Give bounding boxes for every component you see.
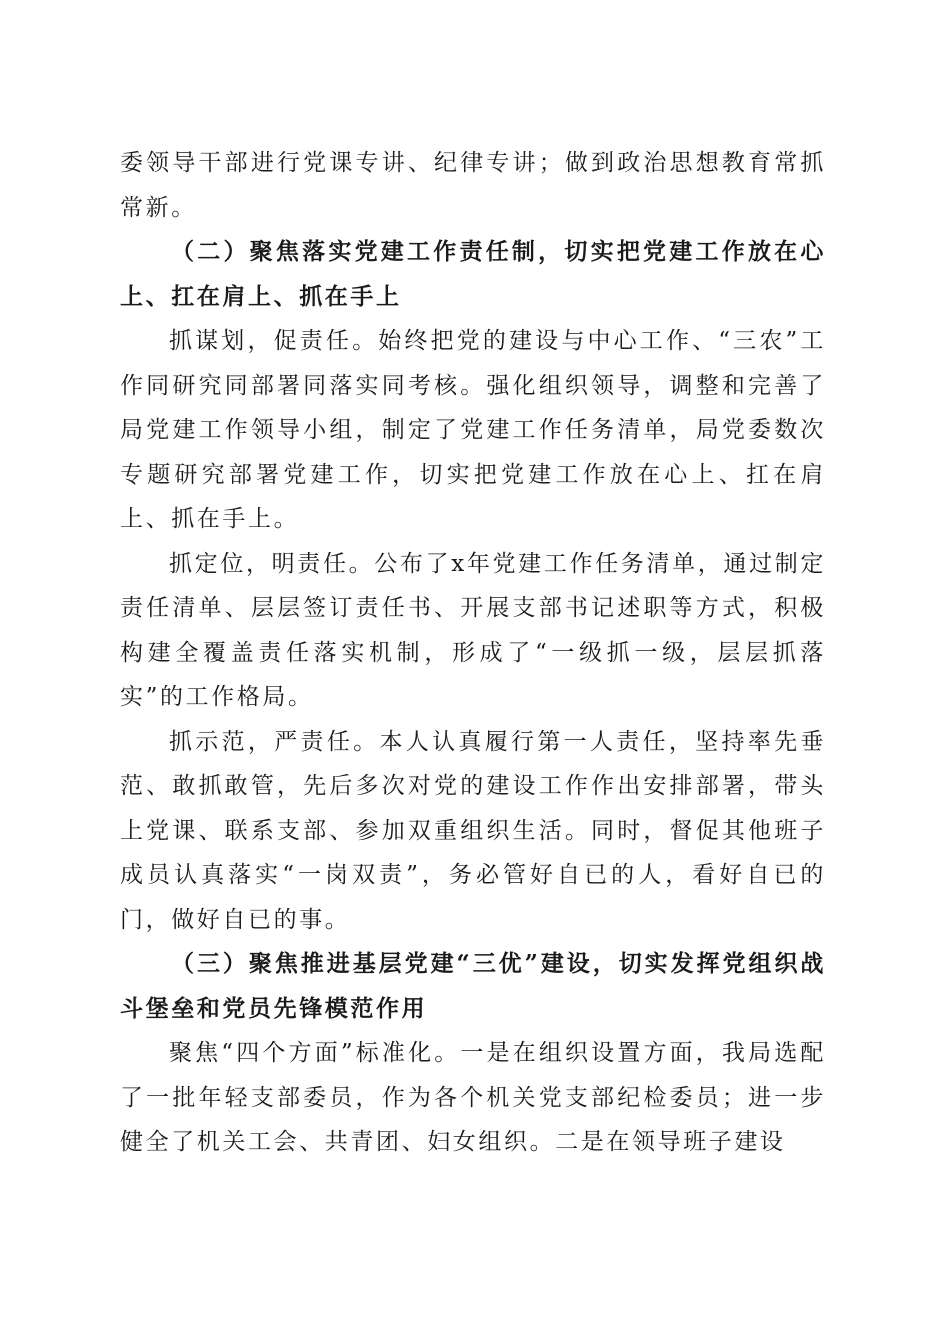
body-paragraph: 抓定位，明责任。公布了x年党建工作任务清单，通过制定责任清单、层层签订责任书、开展支部书记述职等方式，积极构建全覆盖责任落实机制，形成了“一级抓一级，层层抓落实”的工作格局。 <box>120 550 826 710</box>
body-paragraph: 抓谋划，促责任。始终把党的建设与中心工作、“三农”工作同研究同部署同落实同考核。强化组织领导，调整和完善了局党建工作领导小组，制定了党建工作任务清单，局党委数次专题研究部署党建工作，切实把党建工作放在心上、扛在肩上、抓在手上。 <box>120 328 826 532</box>
document-body <box>120 141 826 1165</box>
body-paragraph: 抓示范，严责任。本人认真履行第一人责任，坚持率先垂范、敢抓敢管，先后多次对党的建设工作作出安排部署，带头上党课、联系支部、参加双重组织生活。同时，督促其他班子成员认真落实“一岗双责”，务必管好自已的人，看好自已的门，做好自已的事。 <box>120 728 826 933</box>
continuation-paragraph: 委领导干部进行党课专讲、纪律专讲；做到政治思想教育常抓常新。 <box>120 150 826 221</box>
section-heading-3: （三）聚焦推进基层党建“三优”建设，切实发挥党组织战斗堡垒和党员先锋模范作用 <box>120 950 826 1022</box>
section-heading-2: （二）聚焦落实党建工作责任制，切实把党建工作放在心上、扛在肩上、抓在手上 <box>120 238 826 310</box>
body-paragraph: 聚焦“四个方面”标准化。一是在组织设置方面，我局选配了一批年轻支部委员，作为各个机关党支部纪检委员；进一步健全了机关工会、共青团、妇女组织。二是在领导班子建设 <box>120 1040 826 1155</box>
